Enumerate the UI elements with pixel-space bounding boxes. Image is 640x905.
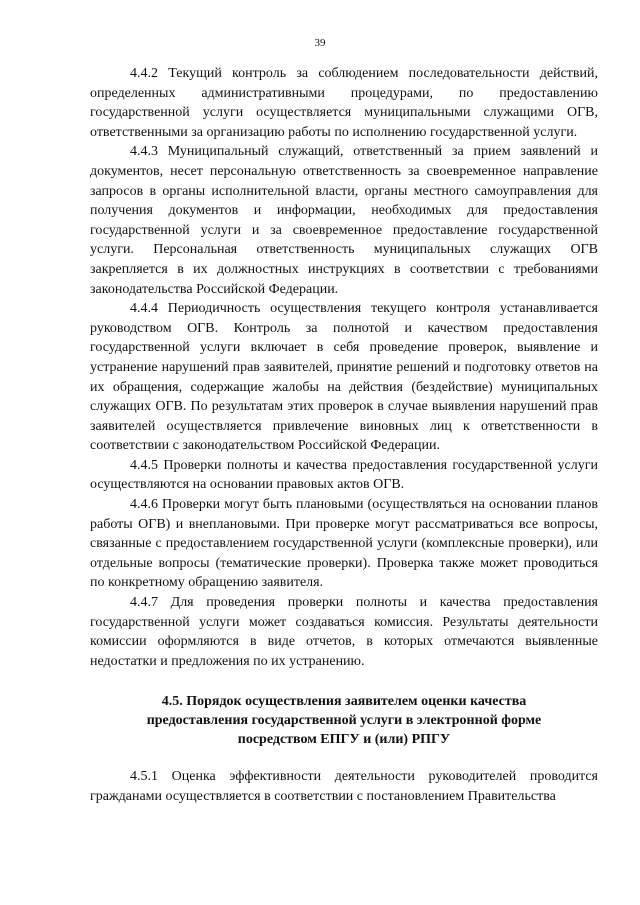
- paragraph-4-4-7: 4.4.7 Для проведения проверки полноты и качества предоставления государственной услуги может создаваться комиссия. Результаты деятельности комиссии оформляются в виде отчетов, в которых отмечаются выявленные недостатки и предложения по их устранению.: [90, 595, 598, 669]
- paragraph-4-4-4: 4.4.4 Периодичность осуществления текущего контроля устанавливается руководством ОГВ. Контроль за полнотой и качеством предоставления государственной услуги включает в себя проведение проверок, выявление и устранение нарушений прав заявителей, принятие решений и подготовку ответов на их обращения, содержащие жалобы на действия (бездействие) муниципальных служащих ОГВ. По результатам этих проверок в случае выявления нарушений прав заявителей осуществляется привлечение виновных лиц к ответственности в соответствии с законодательством Российской Федерации.: [90, 301, 598, 454]
- paragraph-4-4-6: 4.4.6 Проверки могут быть плановыми (осуществляться на основании планов работы ОГВ) и внеплановыми. При проверке могут рассматриваться все вопросы, связанные с предоставлением государственной услуги (комплексные проверки), или отдельные вопросы (тематические проверки). Проверка также может проводиться по конкретному обращению заявителя.: [90, 497, 598, 591]
- section-heading-4-5: 4.5. Порядок осуществления заявителем оценки качества предоставления государственной услуги в электронной форме посредством ЕПГУ и (или) РПГУ: [146, 694, 542, 748]
- page-number: 39: [314, 37, 326, 49]
- paragraph-4-4-3: 4.4.3 Муниципальный служащий, ответственный за прием заявлений и документов, несет персональную ответственность за своевременное направление запросов в органы исполнительной власти, органы местного самоуправления для получения документов и информации, необходимых для предоставления государственной услуги и за своевременное предоставление государственной услуги. Персональная ответственность муниципальных служащих ОГВ закрепляется в их должностных инструкциях в соответствии с требованиями законодательства Российской Федерации.: [90, 144, 598, 297]
- paragraph-4-4-2: 4.4.2 Текущий контроль за соблюдением последовательности действий, определенных административными процедурами, по предоставлению государственной услуги осуществляется муниципальными служащими ОГВ, ответственными за организацию работы по исполнению государственной услуги.: [90, 66, 598, 140]
- paragraph-4-4-5: 4.4.5 Проверки полноты и качества предоставления государственной услуги осуществляются на основании правовых актов ОГВ.: [90, 457, 598, 493]
- document-body: [90, 64, 598, 807]
- paragraph-4-5-1: 4.5.1 Оценка эффективности деятельности руководителей проводится гражданами осуществляется в соответствии с постановлением Правительства: [90, 769, 598, 804]
